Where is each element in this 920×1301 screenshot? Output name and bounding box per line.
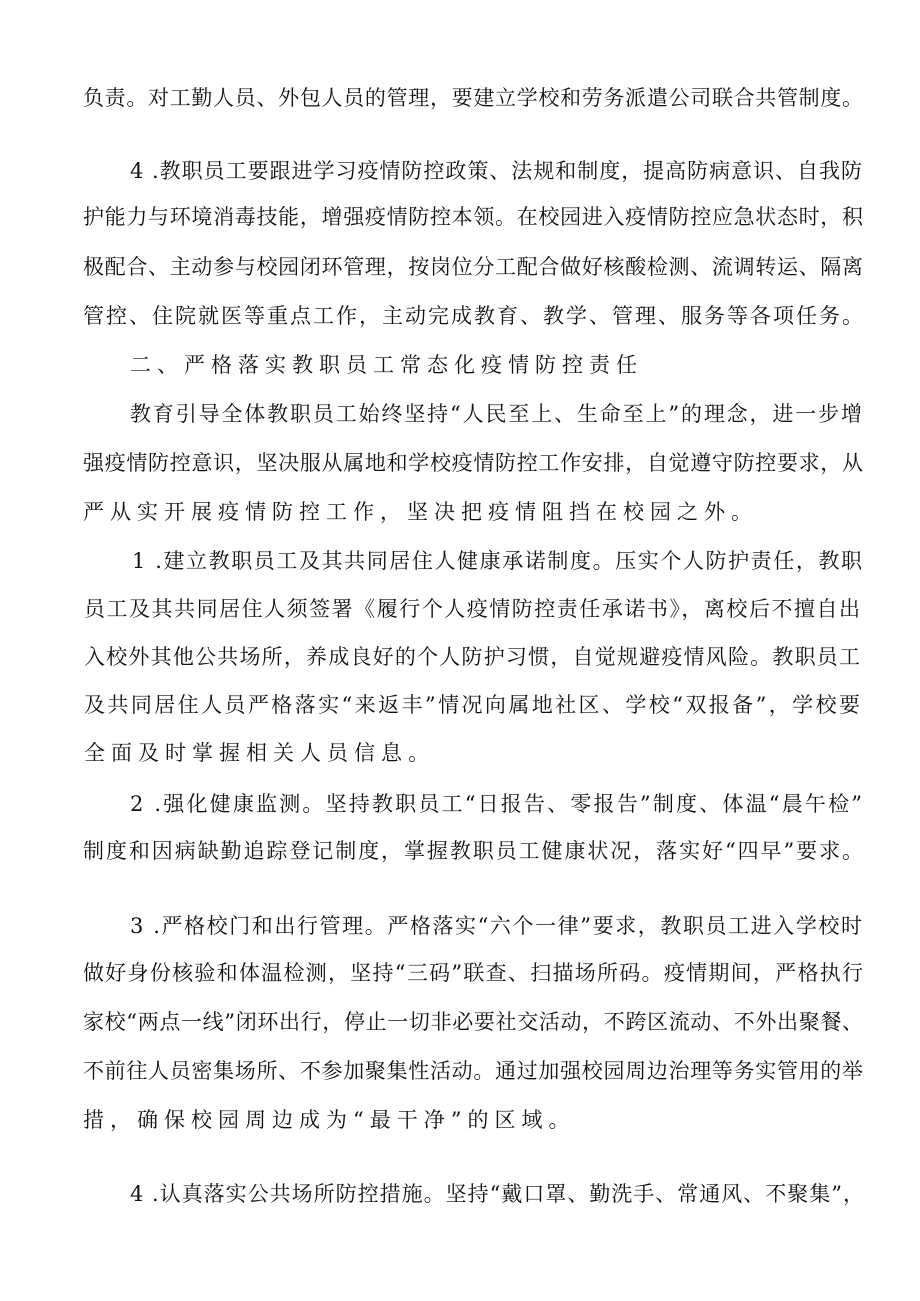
text-line-18: 做好身份核验和体温检测，坚持“三码”联查、扫描场所码。疫情期间，严格执行: [83, 961, 865, 985]
text-line-2: 4 .教职员工要跟进学习疫情防控政策、法规和制度，提高防病意识、自我防: [130, 159, 863, 183]
text-line-5: 管控、住院就医等重点工作，主动完成教育、教学、管理、服务等各项任务。: [83, 304, 865, 328]
text-line-4: 极配合、主动参与校园闭环管理，按岗位分工配合做好核酸检测、流调转运、隔离: [83, 255, 864, 279]
text-line-16: 制度和因病缺勤追踪登记制度，掌握教职员工健康状况，落实好“四早”要求。: [83, 839, 865, 863]
text-line-10: 1 .建立教职员工及其共同居住人健康承诺制度。压实个人防护责任，教职: [132, 549, 864, 573]
text-line-19: 家校“两点一线”闭环出行，停止一切非必要社交活动，不跨区流动、不外出聚餐、: [83, 1010, 864, 1034]
text-line-14: 全面及时掌握相关人员信息。: [84, 741, 435, 765]
text-line-7: 教育引导全体教职员工始终坚持“人民至上、生命至上”的理念，进一步增: [130, 402, 864, 426]
text-line-3: 护能力与环境消毒技能，增强疫情防控本领。在校园进入疫情防控应急状态时，积: [83, 205, 864, 229]
text-line-9: 严从实开展疫情防控工作，坚决把疫情阻挡在校园之外。: [83, 500, 758, 524]
text-line-20: 不前往人员密集场所、不参加聚集性活动。通过加强校园周边治理等务实管用的举: [83, 1059, 864, 1083]
text-line-13: 及共同居住人员严格落实“来返丰”情况向属地社区、学校“双报备”，学校要: [84, 693, 863, 717]
text-line-22: 4 .认真落实公共场所防控措施。坚持“戴口罩、勤洗手、常通风、不聚集”，: [130, 1182, 865, 1206]
section-heading: 二、严格落实教职员工常态化疫情防控责任: [130, 353, 643, 377]
text-line-17: 3 .严格校门和出行管理。严格落实“六个一律”要求，教职员工进入学校时: [130, 914, 864, 938]
text-line-11: 员工及其共同居住人须签署《履行个人疫情防控责任承诺书》，离校后不擅自出: [84, 597, 862, 621]
text-line-8: 强疫情防控意识，坚决服从属地和学校疫情防控工作安排，自觉遵守防控要求，从: [83, 451, 864, 475]
text-line-15: 2 .强化健康监测。坚持教职员工“日报告、零报告”制度、体温“晨午检”: [130, 792, 865, 816]
text-line-1: 负责。对工勤人员、外包人员的管理，要建立学校和劳务派遣公司联合共管制度。: [83, 86, 864, 110]
text-line-21: 措，确保校园周边成为“最干净”的区域。: [83, 1108, 576, 1132]
text-line-12: 入校外其他公共场所，养成良好的个人防护习惯，自觉规避疫情风险。教职员工: [84, 645, 862, 669]
